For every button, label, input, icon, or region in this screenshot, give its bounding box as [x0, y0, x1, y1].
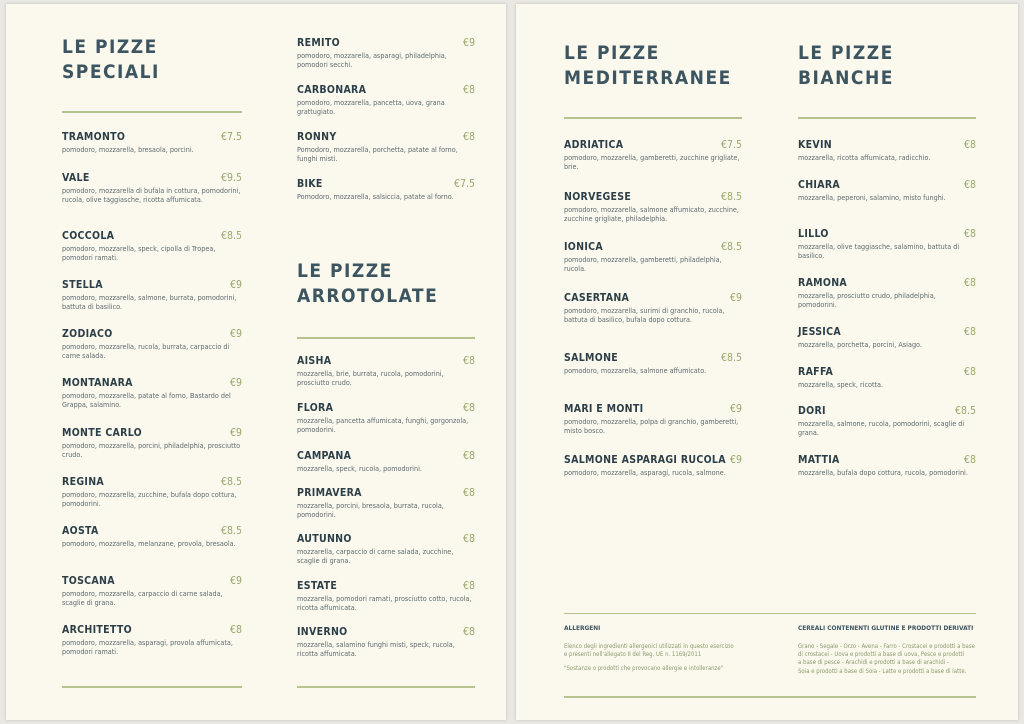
- item-description: pomodoro, mozzarella, gamberetti, zucchine grigliate, brie.: [564, 153, 740, 171]
- item-price: €8: [462, 84, 475, 96]
- item-description: pomodoro, mozzarella, bresaola, porcini.: [62, 145, 194, 154]
- item-name: BIKE: [297, 178, 323, 190]
- menu-item: [564, 139, 742, 171]
- menu-item: [564, 191, 742, 223]
- bianche-heading: [798, 41, 894, 91]
- speciali-title-line1: LE PIZZE: [62, 36, 158, 58]
- item-price: €8: [963, 277, 976, 289]
- item-name: CARBONARA: [297, 84, 367, 96]
- item-name: RAFFA: [798, 366, 834, 378]
- menu-item: [564, 241, 742, 273]
- left-bottom-divider-2: [297, 686, 475, 688]
- item-name: AUTUNNO: [297, 533, 352, 545]
- item-name: COCCOLA: [62, 230, 115, 242]
- menu-item: [564, 292, 742, 324]
- item-name: INVERNO: [297, 626, 348, 638]
- menu-item: [62, 476, 242, 508]
- item-description: pomodoro, mozzarella, polpa di granchio, gamberetti, misto bosco.: [564, 417, 739, 435]
- menu-item: [798, 326, 976, 349]
- item-name: ZODIACO: [62, 328, 113, 340]
- item-price: €8: [462, 450, 475, 462]
- item-name: STELLA: [62, 279, 103, 291]
- menu-item: [62, 328, 242, 360]
- item-description: pomodoro, mozzarella, salmone, burrata, pomodorini, battuta di basilico.: [62, 293, 237, 311]
- item-description: mozzarella, salamino funghi misti, speck, rucola, ricotta affumicata.: [297, 640, 455, 658]
- item-price: €8.5: [220, 476, 242, 488]
- menu-item: [62, 575, 242, 607]
- item-name: AOSTA: [62, 525, 99, 537]
- item-description: mozzarella, porchetta, porcini, Asiago.: [798, 340, 922, 349]
- item-description: pomodoro, mozzarella, carpaccio di carne salada, scaglie di grana.: [62, 589, 223, 607]
- item-price: €9.5: [220, 172, 242, 184]
- menu-item: [297, 580, 475, 612]
- item-name: REGINA: [62, 476, 105, 488]
- item-name: JESSICA: [798, 326, 841, 338]
- item-price: €8: [963, 139, 976, 151]
- item-price: €8: [462, 487, 475, 499]
- item-price: €8: [462, 626, 475, 638]
- item-price: €9: [729, 454, 742, 466]
- allergeni-line-2: e presenti nell'allegato II del Reg. UE n. 1169/2011: [564, 651, 702, 659]
- footer-divider: [564, 613, 976, 614]
- item-name: REMITO: [297, 37, 340, 49]
- item-description: mozzarella, carpaccio di carne salada, zucchine, scaglie di grana.: [297, 547, 454, 565]
- item-description: pomodoro, mozzarella, salmone affumicato, zucchine, zucchine grigliate, philadelphia.: [564, 205, 739, 223]
- menu-item: [798, 228, 976, 260]
- item-price: €7.5: [453, 178, 475, 190]
- item-description: pomodoro, mozzarella, porcini, philadelphia, prosciutto crudo.: [62, 441, 241, 459]
- item-description: mozzarella, peperoni, salamino, misto funghi.: [798, 193, 946, 202]
- menu-item: [62, 427, 242, 459]
- item-name: MONTANARA: [62, 377, 133, 389]
- menu-item: [297, 37, 475, 69]
- bianche-title-line2: BIANCHE: [798, 67, 894, 89]
- item-name: PRIMAVERA: [297, 487, 362, 499]
- menu-item: [297, 84, 475, 116]
- item-price: €9: [229, 328, 242, 340]
- item-price: €7.5: [220, 131, 242, 143]
- menu-item: [564, 352, 742, 375]
- item-name: MARI E MONTI: [564, 403, 644, 415]
- cereali-title: CEREALI CONTENENTI GLUTINE E PRODOTTI DERIVATI: [798, 624, 974, 632]
- item-description: pomodoro, mozzarella, surimi di granchio, rucola, battuta di basilico, bufala dopo cottura.: [564, 306, 725, 324]
- speciali-divider: [62, 111, 242, 113]
- item-description: mozzarella, brie, burrata, rucola, pomodorini, prosciutto crudo.: [297, 369, 444, 387]
- menu-item: [62, 131, 242, 154]
- menu-item: [798, 454, 976, 477]
- mediterranee-divider: [564, 117, 742, 119]
- item-description: pomodoro, mozzarella, asparagi, provola affumicata, pomodori ramati.: [62, 638, 233, 656]
- menu-item: [297, 450, 475, 473]
- mediterranee-heading: [564, 41, 732, 91]
- item-name: MATTIA: [798, 454, 840, 466]
- right-bottom-divider: [564, 696, 976, 698]
- menu-item: [297, 487, 475, 519]
- menu-item: [62, 525, 242, 548]
- item-description: pomodoro, mozzarella, melanzane, provola, bresaola.: [62, 539, 236, 548]
- menu-item: [62, 279, 242, 311]
- item-name: VALE: [62, 172, 90, 184]
- item-price: €8: [963, 366, 976, 378]
- item-price: €9: [462, 37, 475, 49]
- item-description: pomodoro, mozzarella, asparagi, philadelphia, pomodori secchi.: [297, 51, 447, 69]
- item-price: €8: [963, 454, 976, 466]
- item-description: mozzarella, pancetta affumicata, funghi, gorgonzola, pomodorini.: [297, 416, 469, 434]
- item-description: Pomodoro, mozzarella, porchetta, patate al forno, funghi misti.: [297, 145, 458, 163]
- menu-item: [62, 230, 242, 262]
- right-menu-page: [516, 4, 1018, 720]
- cereali-line-1: Grano - Segale - Orzo - Avena - Farro - Crostacei e prodotti a base: [798, 643, 975, 650]
- item-name: RONNY: [297, 131, 337, 143]
- item-name: TRAMONTO: [62, 131, 126, 143]
- item-description: mozzarella, speck, ricotta.: [798, 380, 884, 389]
- item-price: €8.5: [720, 352, 742, 364]
- menu-item: [798, 366, 976, 389]
- item-price: €8: [462, 580, 475, 592]
- item-price: €9: [229, 427, 242, 439]
- menu-item: [798, 139, 976, 162]
- allergeni-line-1: Elenco degli ingredienti allergenici utilizzati in questo esercizio: [564, 643, 734, 650]
- item-description: mozzarella, olive taggiasche, salamino, battuta di basilico.: [798, 242, 960, 260]
- item-name: CASERTANA: [564, 292, 630, 304]
- item-price: €9: [229, 377, 242, 389]
- item-price: €8: [462, 402, 475, 414]
- allergeni-text: [564, 643, 764, 674]
- menu-item: [798, 405, 976, 437]
- item-description: mozzarella, prosciutto crudo, philadelphia, pomodorini.: [798, 291, 936, 309]
- item-description: pomodoro, mozzarella, speck, cipolla di Tropea, pomodori ramati.: [62, 244, 216, 262]
- item-description: mozzarella, salmone, rucola, pomodorini, scaglie di grana.: [798, 419, 965, 437]
- item-description: pomodoro, mozzarella di bufala in cottura, pomodorini, rucola, olive taggiasche, ricotta affumicata.: [62, 186, 241, 204]
- arrotolate-heading: [297, 259, 438, 309]
- item-description: pomodoro, mozzarella, patate al forno, Bastardo del Grappa, salamino.: [62, 391, 231, 409]
- item-price: €8.5: [220, 525, 242, 537]
- item-name: ADRIATICA: [564, 139, 624, 151]
- menu-item: [297, 626, 475, 658]
- item-price: €8: [963, 228, 976, 240]
- item-name: RAMONA: [798, 277, 848, 289]
- bianche-divider: [798, 117, 976, 119]
- item-name: SALMONE ASPARAGI RUCOLA: [564, 454, 726, 466]
- arrotolate-divider: [297, 337, 475, 339]
- item-price: €8.5: [720, 191, 742, 203]
- item-price: €9: [729, 403, 742, 415]
- menu-item: [564, 454, 742, 477]
- item-price: €8: [462, 533, 475, 545]
- item-name: TOSCANA: [62, 575, 115, 587]
- menu-item: [62, 172, 242, 204]
- menu-item: [798, 179, 976, 202]
- item-description: pomodoro, mozzarella, rucola, burrata, carpaccio di carne salada.: [62, 342, 230, 360]
- menu-item: [62, 624, 242, 656]
- menu-item: [297, 131, 475, 163]
- left-bottom-divider-1: [62, 686, 242, 688]
- menu-item: [297, 402, 475, 434]
- item-name: FLORA: [297, 402, 334, 414]
- item-price: €8: [229, 624, 242, 636]
- item-price: €8: [963, 179, 976, 191]
- item-description: pomodoro, mozzarella, pancetta, uova, grana grattugiato.: [297, 98, 445, 116]
- item-price: €8: [462, 131, 475, 143]
- item-price: €7.5: [720, 139, 742, 151]
- item-name: MONTE CARLO: [62, 427, 143, 439]
- menu-item: [798, 277, 976, 309]
- item-description: pomodoro, mozzarella, salmone affumicato.: [564, 366, 707, 375]
- item-price: €9: [229, 279, 242, 291]
- menu-item: [62, 377, 242, 409]
- item-description: pomodoro, mozzarella, zucchine, bufala dopo cottura, pomodorini.: [62, 490, 237, 508]
- item-name: DORI: [798, 405, 826, 417]
- item-name: NORVEGESE: [564, 191, 632, 203]
- arrotolate-title-line1: LE PIZZE: [297, 260, 393, 282]
- menu-item: [297, 178, 475, 201]
- item-description: Pomodoro, mozzarella, salsiccia, patate al forno.: [297, 192, 454, 201]
- menu-item: [297, 355, 475, 387]
- cereali-line-4: Soia e prodotti a base di Soia - Latte e prodotti a base di latte.: [798, 667, 967, 675]
- item-name: SALMONE: [564, 352, 619, 364]
- item-name: CHIARA: [798, 179, 841, 191]
- item-description: mozzarella, ricotta affumicata, radicchio.: [798, 153, 931, 162]
- item-description: pomodoro, mozzarella, asparagi, rucola, salmone.: [564, 468, 726, 477]
- item-name: CAMPANA: [297, 450, 352, 462]
- item-name: IONICA: [564, 241, 604, 253]
- mediterranee-title-line1: LE PIZZE: [564, 42, 660, 64]
- arrotolate-title-line2: ARROTOLATE: [297, 285, 439, 307]
- item-price: €8.5: [720, 241, 742, 253]
- mediterranee-title-line2: MEDITERRANEE: [564, 67, 732, 89]
- item-price: €8.5: [954, 405, 976, 417]
- item-name: KEVIN: [798, 139, 833, 151]
- item-description: pomodoro, mozzarella, gamberetti, philadelphia, rucola.: [564, 255, 722, 273]
- item-description: mozzarella, porcini, bresaola, burrata, rucola, pomodorini.: [297, 501, 444, 519]
- speciali-title-line2: SPECIALI: [62, 61, 160, 83]
- item-description: mozzarella, pomodori ramati, prosciutto cotto, rucola, ricotta affumicata.: [297, 594, 472, 612]
- cereali-text: [798, 643, 998, 676]
- item-name: ARCHITETTO: [62, 624, 132, 636]
- left-menu-page: [6, 4, 506, 720]
- item-price: €8: [462, 355, 475, 367]
- bianche-title-line1: LE PIZZE: [798, 42, 894, 64]
- item-name: AISHA: [297, 355, 332, 367]
- allergeni-title: ALLERGENI: [564, 624, 601, 632]
- item-price: €8: [963, 326, 976, 338]
- cereali-line-3: a base di pesce - Arachidi e prodotti a base di arachidi -: [798, 659, 949, 667]
- item-name: ESTATE: [297, 580, 338, 592]
- menu-item: [297, 533, 475, 565]
- item-name: LILLO: [798, 228, 829, 240]
- allergeni-line-3: "Sostanze o prodotti che provocano allergie e intolleranze": [564, 665, 724, 673]
- item-description: mozzarella, bufala dopo cottura, rucola, pomodorini.: [798, 468, 968, 477]
- item-price: €9: [229, 575, 242, 587]
- menu-item: [564, 403, 742, 435]
- item-description: mozzarella, speck, rucola, pomodorini.: [297, 464, 422, 473]
- speciali-heading: [62, 35, 160, 85]
- item-price: €9: [729, 292, 742, 304]
- cereali-line-2: di crostacei - Uova e prodotti a base di uova, Pesce e prodotti: [798, 651, 965, 659]
- item-price: €8.5: [220, 230, 242, 242]
